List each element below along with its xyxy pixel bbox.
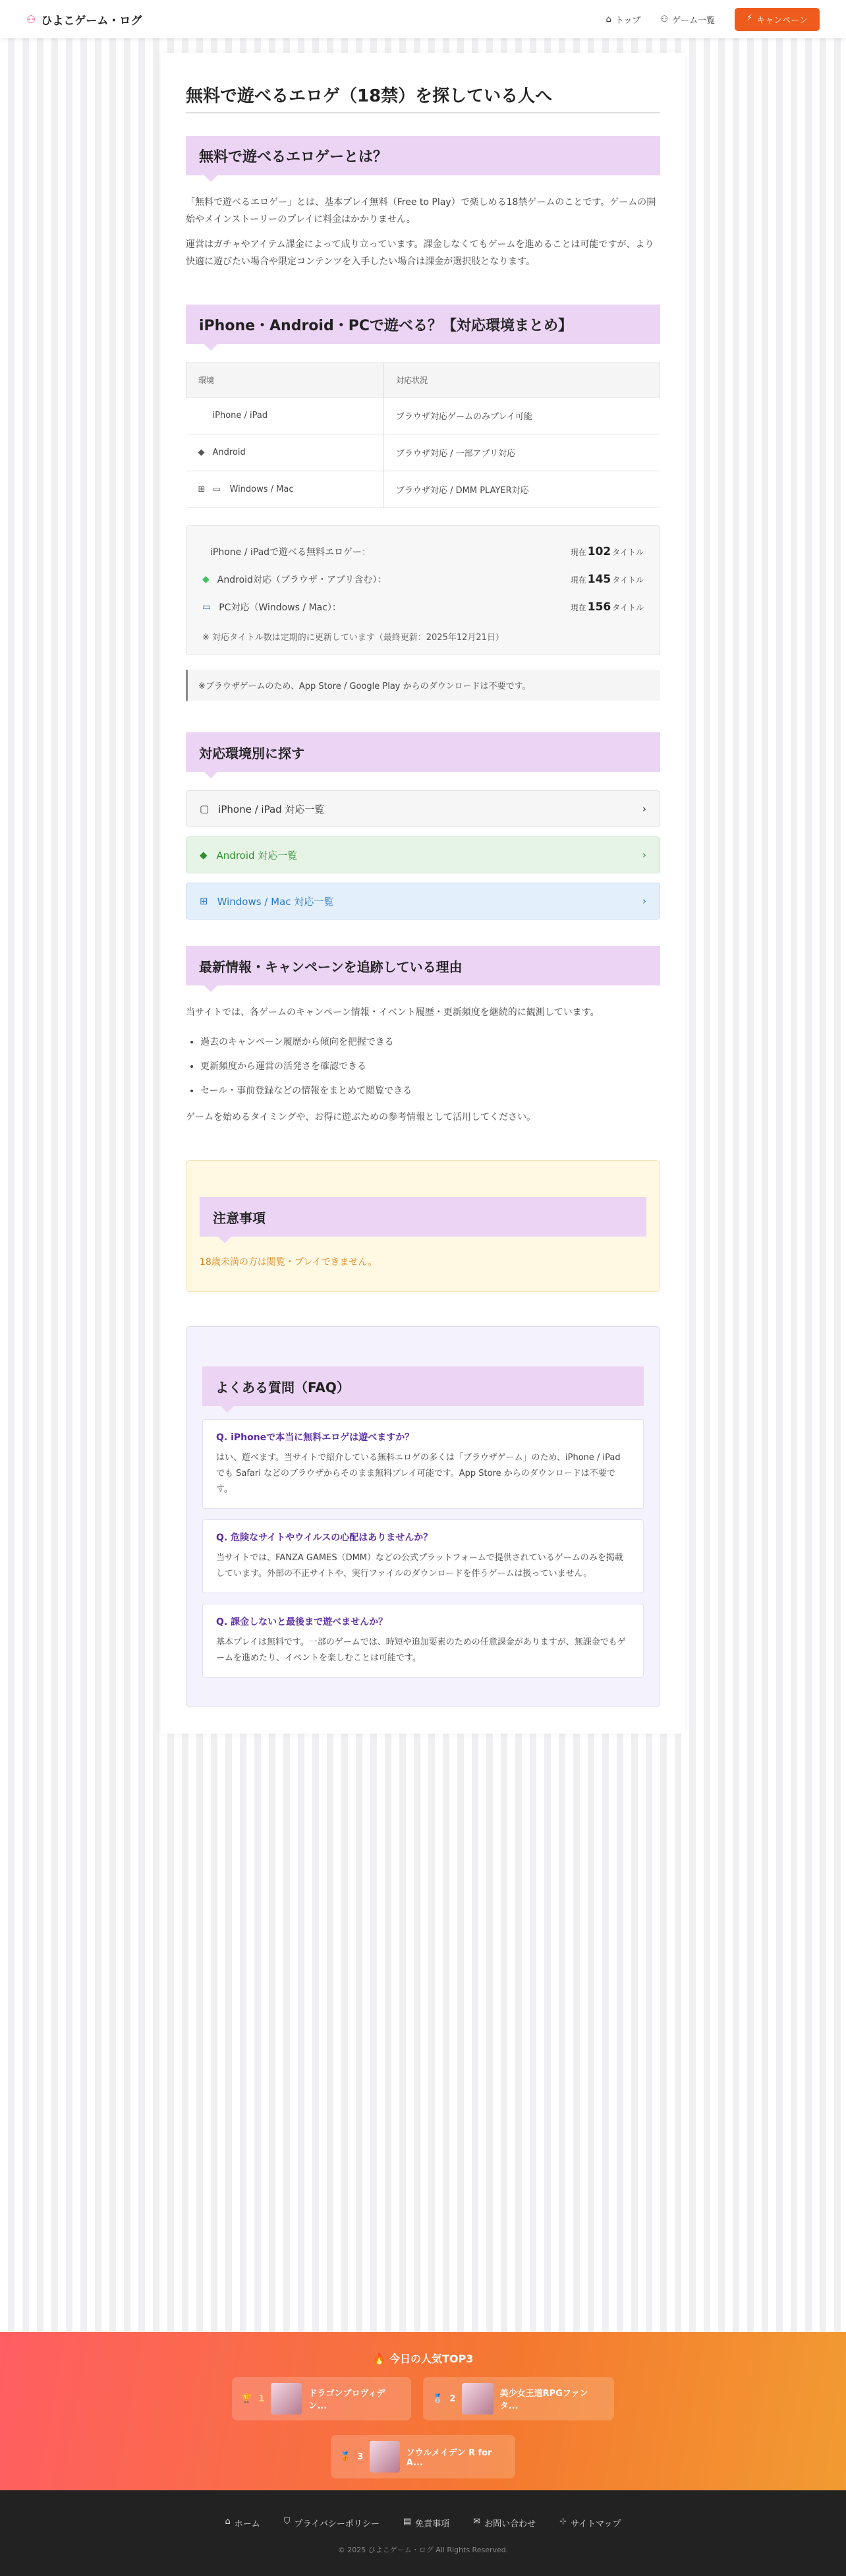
table-header: 環境 <box>186 363 384 397</box>
footer-link-disclaimer[interactable]: ▤ 免責事項 <box>403 2517 450 2529</box>
faq-box <box>186 1326 660 1707</box>
reasons-list <box>200 1030 660 1103</box>
popular-item[interactable]: 🥈 2 美少女王道RPGファンタ... <box>423 2377 614 2420</box>
faq-answer: 基本プレイは無料です。一部のゲームでは、時短や追加要素のための任意課金がありますが、無課金でもゲームを進めたり、イベントを楽しむことは可能です。 <box>216 1637 626 1663</box>
list-item: • セール・事前登録などの情報をまとめて閲覧できる <box>200 1079 660 1103</box>
footer-link-contact[interactable]: ✉ お問い合わせ <box>473 2517 536 2529</box>
site-logo[interactable] <box>26 11 142 28</box>
title-count-box <box>186 525 660 655</box>
campaign-button[interactable]: ⚡ キャンペーン <box>735 8 820 31</box>
android-icon: ◆ <box>202 574 210 585</box>
count-row: iPhone / iPadで遊べる無料エロゲー： 現在 102 タイトル <box>210 545 644 558</box>
faq-item <box>202 1519 644 1593</box>
site-title: ひよこゲーム・ログ <box>41 14 142 28</box>
footer-nav <box>0 2517 846 2529</box>
count-row: ◆ Android対応（ブラウザ・アプリ含む）： 現在 145 タイトル <box>202 573 644 586</box>
faq-item <box>202 1604 644 1678</box>
compat-table <box>186 363 660 508</box>
android-icon: ◆ <box>198 448 205 457</box>
table-header: 対応状況 <box>384 363 660 397</box>
page-title: 無料で遊べるエロゲ（18禁）を探している人へ <box>186 82 660 113</box>
gamepad-icon: ⚇ <box>26 13 36 26</box>
reasons-lead: 当サイトでは、各ゲームのキャンペーン情報・イベント履歴・更新頻度を継続的に観測しています。 <box>186 1007 600 1018</box>
list-item: • 過去のキャンペーン履歴から傾向を把握できる <box>200 1030 660 1055</box>
download-notice: ※ブラウザゲームのため、App Store / Google Play からのダウンロードは不要です。 <box>186 670 660 701</box>
list-item: • 更新頻度から運営の活発さを確認できる <box>200 1055 660 1079</box>
main-content <box>161 53 685 1734</box>
update-note: ※ 対応タイトル数は定期的に更新しています（最終更新：2025年12月21日） <box>202 633 504 643</box>
caution-box <box>186 1160 660 1292</box>
bolt-icon: ⚡ <box>747 13 753 23</box>
site-footer <box>0 2490 846 2576</box>
monitor-icon: ▭ <box>202 602 212 612</box>
game-thumbnail <box>462 2383 493 2415</box>
tablet-icon: ▢ <box>200 803 210 815</box>
fire-icon: 🔥 <box>372 2353 390 2365</box>
footer-link-privacy[interactable]: ⛉ プライバシーポリシー <box>283 2517 380 2529</box>
section-heading-compat: iPhone・Android・PCで遊べる？【対応環境まとめ】 <box>186 305 660 344</box>
chevron-right-icon: › <box>642 895 646 907</box>
faq-answer: 当サイトでは、FANZA GAMES（DMM）などの公式プラットフォームで提供されているゲームのみを掲載しています。外部の不正サイトや、実行ファイルのダウンロードを伴うゲームは扱っていません。 <box>216 1553 623 1579</box>
section-heading-reasons: 最新情報・キャンペーンを追跡している理由 <box>186 946 660 985</box>
faq-answer: はい、遊べます。当サイトで紹介している無料エロゲの多くは「ブラウザゲーム」のため、iPhone / iPad でも Safari などのブラウザからそのまま無料プレイ可能です。App Store からのダウンロードは不要です。 <box>216 1453 621 1494</box>
windows-icon: ⊞ <box>200 895 208 907</box>
section-heading-intro: 無料で遊べるエロゲーとは？ <box>186 136 660 175</box>
count-row: ▭ PC対応（Windows / Mac）： 現在 156 タイトル <box>202 600 644 614</box>
table-row: ⊞ ▭ Windows / Mac ブラウザ対応 / DMM PLAYER対応 <box>186 471 660 508</box>
footer-link-home[interactable]: ⌂ ホーム <box>225 2517 260 2529</box>
copyright: © 2025 ひよこゲーム・ログ All Rights Reserved. <box>337 2546 509 2554</box>
platform-link-windows[interactable]: ⊞ Windows / Mac 対応一覧 › <box>186 883 660 920</box>
table-row: ◆ Android ブラウザ対応 / 一部アプリ対応 <box>186 434 660 471</box>
footer-link-sitemap[interactable]: ⊹ サイトマップ <box>559 2517 621 2529</box>
platform-link-android[interactable]: ◆ Android 対応一覧 › <box>186 836 660 873</box>
section-heading-faq: よくある質問（FAQ） <box>202 1366 644 1406</box>
faq-question: Q. 課金しないと最後まで遊べませんか？ <box>216 1617 388 1627</box>
gamepad-icon: ⚇ <box>660 14 669 24</box>
section-heading-platforms: 対応環境別に探す <box>186 732 660 772</box>
trophy-icon: 🏆 <box>241 2393 252 2404</box>
popular-item[interactable]: 🏆 1 ドラゴンプロヴィデン... <box>232 2377 411 2420</box>
chevron-right-icon: › <box>642 849 646 861</box>
faq-item <box>202 1419 644 1509</box>
popular-title: 🔥 今日の人気TOP3 <box>372 2353 474 2365</box>
popular-top3 <box>0 2332 846 2490</box>
caution-text: 18歳未満の方は閲覧・プレイできません。 <box>200 1257 378 1268</box>
game-thumbnail <box>271 2383 302 2415</box>
reasons-tail: ゲームを始めるタイミングや、お得に遊ぶための参考情報として活用してください。 <box>186 1112 536 1123</box>
faq-question: Q. 危険なサイトやウイルスの心配はありませんか？ <box>216 1533 433 1543</box>
medal-icon: 🥈 <box>432 2393 443 2404</box>
android-icon: ◆ <box>200 849 208 861</box>
home-icon: ⌂ <box>606 14 611 24</box>
home-icon: ⌂ <box>225 2517 231 2527</box>
table-row: iPhone / iPad ブラウザ対応ゲームのみプレイ可能 <box>186 397 660 434</box>
main-nav <box>606 8 820 31</box>
shield-icon: ⛉ <box>283 2517 291 2527</box>
intro-paragraph: 運営はガチャやアイテム課金によって成り立っています。課金しなくてもゲームを進めることは可能ですが、より快適に遊びたい場合や限定コンテンツを入手したい場合は課金が選択肢となります。 <box>186 239 654 267</box>
mail-icon: ✉ <box>473 2517 481 2527</box>
platform-link-iphone[interactable]: ▢ iPhone / iPad 対応一覧 › <box>186 790 660 827</box>
faq-question: Q. iPhoneで本当に無料エロゲは遊べますか？ <box>216 1432 414 1443</box>
game-thumbnail <box>370 2441 400 2473</box>
popular-item[interactable]: 🥉 3 ソウルメイデン R for A... <box>331 2435 515 2478</box>
medal-icon: 🥉 <box>340 2451 351 2462</box>
laptop-icon: ▭ <box>212 484 221 494</box>
section-heading-caution: 注意事項 <box>200 1197 646 1237</box>
intro-paragraph: 「無料で遊べるエロゲー」とは、基本プレイ無料（Free to Play）で楽しめる18禁ゲームのことです。ゲームの開始やメインストーリーのプレイに料金はかかりません。 <box>186 197 656 225</box>
windows-icon: ⊞ <box>198 484 206 494</box>
nav-top[interactable]: ⌂ トップ <box>606 14 641 26</box>
sitemap-icon: ⊹ <box>559 2517 567 2527</box>
document-icon: ▤ <box>403 2517 412 2527</box>
chevron-right-icon: › <box>642 803 646 815</box>
nav-game-list[interactable]: ⚇ ゲーム一覧 <box>660 14 716 26</box>
site-header <box>0 0 846 38</box>
